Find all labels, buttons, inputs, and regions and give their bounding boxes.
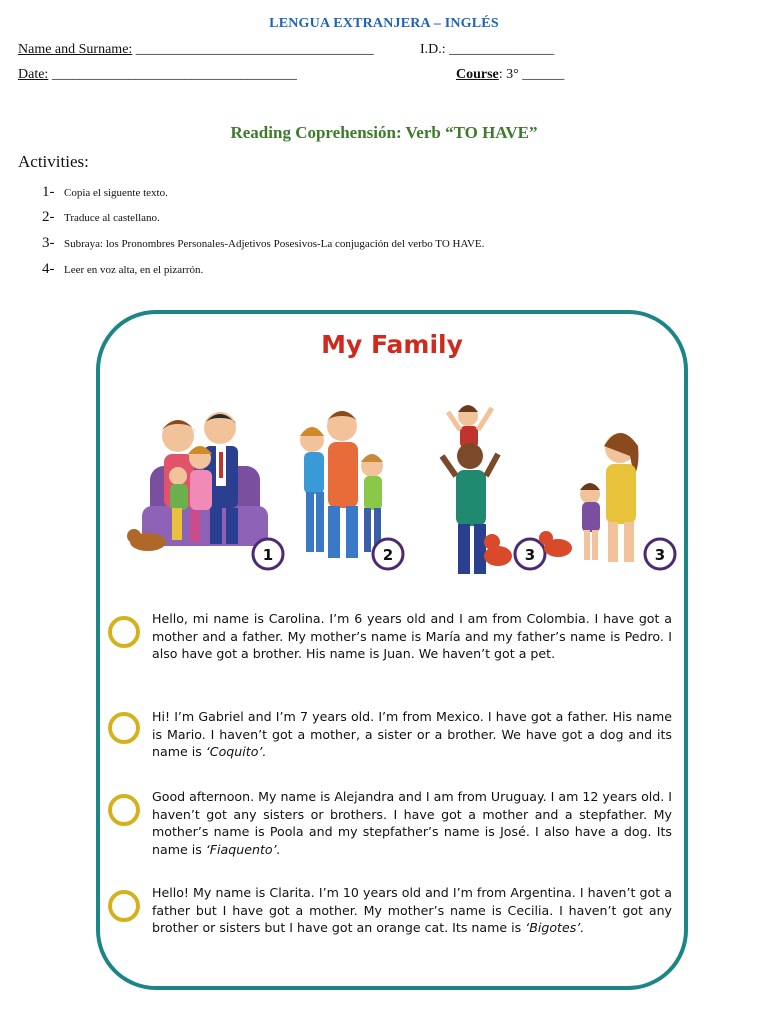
activity-text: Traduce al castellano. <box>64 212 160 224</box>
family-group-1 <box>127 412 283 569</box>
activity-number: 4- <box>42 261 55 277</box>
answer-circle[interactable] <box>108 890 140 922</box>
card-title: My Family <box>321 330 463 359</box>
paragraph-alejandra <box>152 788 672 858</box>
paragraph-gabriel <box>152 708 672 761</box>
badge-number: 1 <box>262 546 274 564</box>
activity-item <box>42 261 203 278</box>
activity-text: Subraya: los Pronombres Personales-Adjetivos Posesivos-La conjugación del verbo TO HAVE. <box>64 238 485 250</box>
activity-number: 3- <box>42 235 55 251</box>
pet-name: ‘Coquito’. <box>205 744 267 760</box>
paragraph-carolina <box>152 610 672 663</box>
activity-number: 2- <box>42 209 55 225</box>
pet-name: ‘Bigotes’. <box>525 920 585 936</box>
id-row <box>420 42 554 58</box>
badge-number: 2 <box>382 546 394 564</box>
pet-name: ‘Fiaquento’. <box>205 841 281 857</box>
paragraph-clarita <box>152 884 672 937</box>
paragraph-text: Hello! My name is Clarita. I’m 10 years old and I’m from Argentina. I haven’t got a father but I have got a mother. My mother’s name is Cecilia. I haven’t got any brother or sisters but I have got an orange cat. Its name is <box>152 885 672 936</box>
activity-item <box>42 209 160 226</box>
id-label: I.D.: <box>420 42 446 57</box>
badge-number: 3 <box>654 546 666 564</box>
id-field[interactable]: _______________ <box>449 42 555 57</box>
paragraph-text: Good afternoon. My name is Alejandra and I am from Uruguay. I am 12 years old. I haven’t got any sisters or brothers. I have got a mother and a stepfather. My mother’s name is Poola and my stepfather’s name is José. I also have a dog. Its name is <box>152 789 672 857</box>
reading-title: Reading Coprehensión: Verb “TO HAVE” <box>230 123 538 142</box>
paragraph-text: Hi! I’m Gabriel and I’m 7 years old. I’m from Mexico. I have got a father. His name is Mario. I haven’t got a mother, a sister or a brother. We have got a dog and its name is <box>152 709 672 760</box>
course-field[interactable]: : 3° ______ <box>498 67 565 82</box>
family-group-4 <box>539 433 675 569</box>
answer-circle[interactable] <box>108 794 140 826</box>
activity-text: Copia el siguente texto. <box>64 187 168 199</box>
activity-number: 1- <box>42 184 55 200</box>
course-row <box>456 67 564 83</box>
family-group-2 <box>300 411 403 569</box>
date-field[interactable]: ___________________________________ <box>51 67 297 82</box>
activity-text: Leer en voz alta, en el pizarrón. <box>64 264 204 276</box>
name-label: Name and Surname: <box>18 42 133 57</box>
badge-number: 3 <box>524 546 536 564</box>
answer-circle[interactable] <box>108 616 140 648</box>
activities-label: Activities: <box>18 152 89 171</box>
paragraph-text: Hello, mi name is Carolina. I’m 6 years old and I am from Colombia. I have got a mother and a father. My mother’s name is María and my father’s name is Pedro. I also have got a brother. His name is Juan. We haven’t got a pet. <box>152 611 672 662</box>
family-group-3 <box>442 405 545 574</box>
subject-title: LENGUA EXTRANJERA – INGLÉS <box>269 16 499 31</box>
name-field[interactable]: __________________________________ <box>135 42 374 57</box>
answer-circle[interactable] <box>108 712 140 744</box>
family-illustration <box>120 396 680 596</box>
date-label: Date: <box>18 67 49 82</box>
my-family-card <box>96 310 688 990</box>
activity-item <box>42 235 484 252</box>
activity-item <box>42 184 168 201</box>
course-label: Course <box>456 67 499 82</box>
date-row <box>18 67 297 83</box>
name-row <box>18 42 374 58</box>
